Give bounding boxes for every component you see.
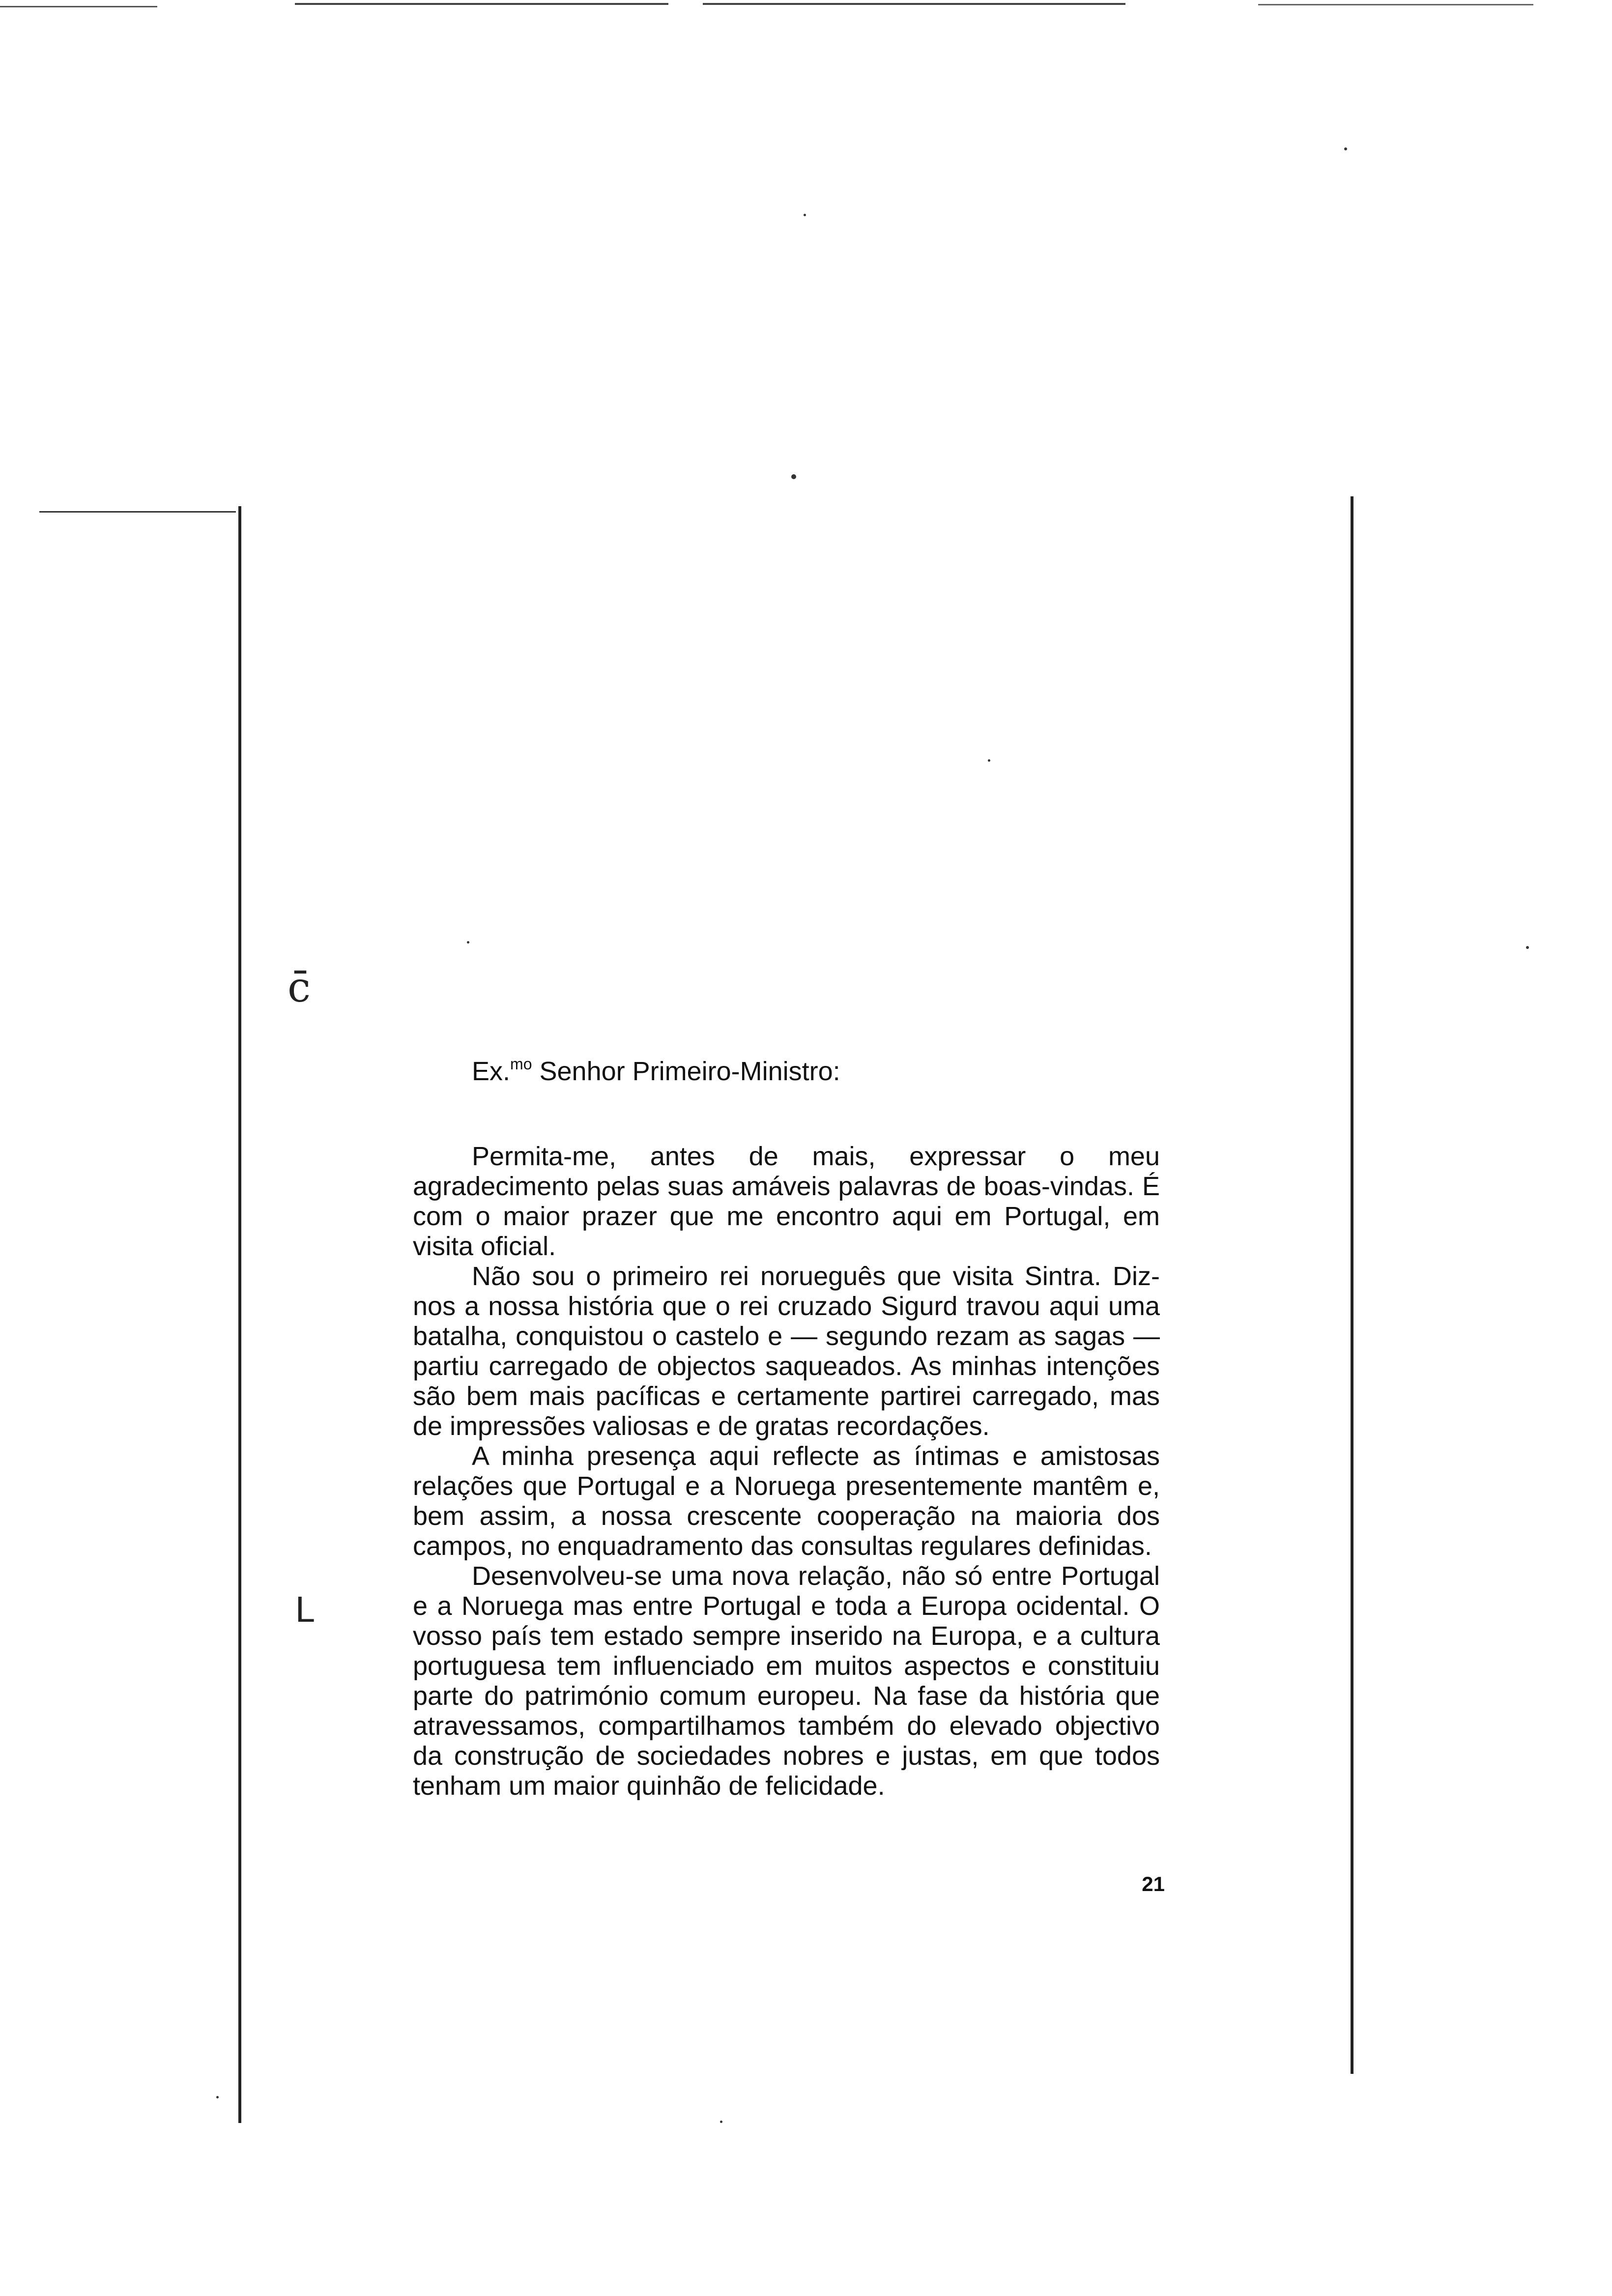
paragraph: A minha presença aqui reflecte as íntimas e amistosas relações que Portugal e a Noruega presentemente mantêm e, bem assim, a nossa crescente cooperação na maioria dos campos, no enquadramento das consultas regulares definidas. xyxy=(413,1441,1160,1561)
margin-mark-icon: ᒪ xyxy=(295,1590,314,1630)
scan-speck xyxy=(216,2096,219,2098)
scan-edge-line xyxy=(295,3,668,5)
scan-edge-line xyxy=(703,3,1125,5)
scan-speck xyxy=(1526,946,1529,949)
page-number: 21 xyxy=(1142,1872,1165,1895)
right-page-edge-rule xyxy=(1351,496,1353,2074)
scan-speck xyxy=(720,2121,722,2123)
scan-speck xyxy=(791,474,796,479)
scan-speck xyxy=(1344,147,1347,150)
left-binding-rule xyxy=(238,506,241,2123)
scan-speck xyxy=(804,214,806,216)
letter-body xyxy=(413,1057,1160,1801)
scan-edge-line xyxy=(1258,4,1533,5)
salutation xyxy=(472,1057,1160,1087)
binding-edge-line xyxy=(39,511,236,513)
scan-speck xyxy=(467,941,469,944)
paragraph: Não sou o primeiro rei norueguês que visita Sintra. Diz-nos a nossa história que o rei cruzado Sigurd travou aqui uma batalha, conquistou o castelo e — segundo rezam as sagas — partiu carregado de objectos saqueados. As minhas intenções são bem mais pacíficas e certamente partirei carregado, mas de impressões valiosas e de gratas recordações. xyxy=(413,1262,1160,1441)
scan-speck xyxy=(988,759,990,762)
paragraph: Permita-me, antes de mais, expressar o meu agradecimento pelas suas amáveis palavras de boas-vindas. É com o maior prazer que me encontro aqui em Portugal, em visita oficial. xyxy=(413,1142,1160,1261)
scan-edge-line xyxy=(0,6,157,7)
paragraph: Desenvolveu-se uma nova relação, não só entre Portugal e a Noruega mas entre Portugal e toda a Europa ocidental. O vosso país tem estado sempre inserido na Europa, e a cultura portuguesa tem influenciado em muitos aspectos e constituiu parte do património comum europeu. Na fase da história que atravessamos, compartilhamos também do elevado objectivo da construção de sociedades nobres e justas, em que todos tenham um maior quinhão de felicidade. xyxy=(413,1561,1160,1801)
salutation-rest: Senhor Primeiro-Ministro: xyxy=(532,1057,840,1086)
salutation-prefix: Ex. xyxy=(472,1057,511,1086)
salutation-superscript: mo xyxy=(510,1055,532,1073)
margin-mark-icon: ϲ̄ xyxy=(288,963,311,1011)
